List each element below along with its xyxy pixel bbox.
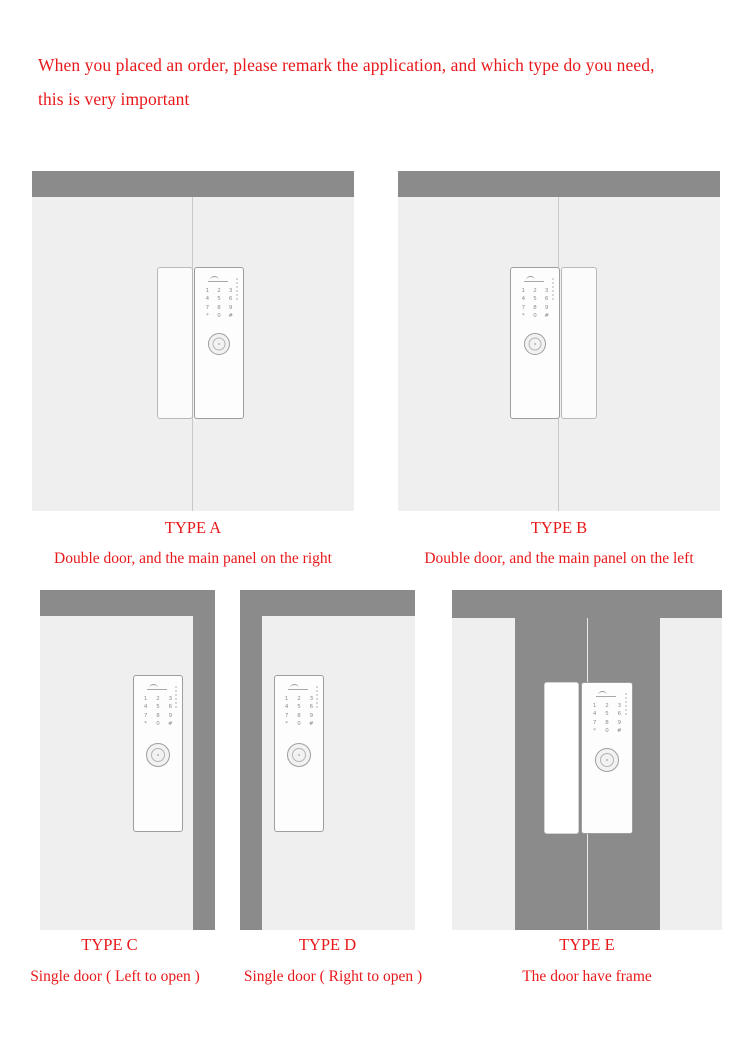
type-d-description: Single door ( Right to open ) (243, 968, 423, 985)
keypad-key[interactable]: 8 (605, 719, 609, 726)
keypad-key[interactable]: 9 (168, 712, 173, 719)
brand-logo-icon (208, 275, 230, 282)
fingerprint-inner-ring (213, 338, 226, 351)
keypad[interactable] (142, 696, 174, 727)
type-a-label: TYPE A (164, 518, 222, 537)
type-e-label: TYPE E (559, 935, 615, 954)
keypad-key[interactable]: 8 (297, 712, 301, 719)
keypad-key[interactable]: 7 (143, 712, 148, 719)
type-e-scene (452, 590, 722, 930)
keypad-key[interactable]: 5 (297, 704, 301, 711)
speaker-dots-icon (236, 278, 240, 300)
keypad-key[interactable]: 8 (156, 712, 160, 719)
door-lintel (398, 171, 720, 197)
speaker-dots-icon (175, 686, 179, 708)
keypad-key[interactable]: 3 (544, 288, 549, 294)
keypad-key[interactable]: * (144, 720, 148, 727)
keypad-key[interactable]: 3 (168, 696, 173, 702)
type-c-label: TYPE C (81, 935, 138, 954)
keypad-key[interactable]: 0 (605, 727, 609, 734)
keypad-key[interactable]: 1 (284, 696, 289, 702)
lock-device-type-d[interactable] (274, 675, 324, 832)
type-d-scene (240, 590, 415, 930)
fingerprint-inner-ring (292, 748, 306, 762)
type-b-illustration (398, 171, 720, 511)
fingerprint-inner-ring (600, 753, 614, 767)
type-a-illustration (32, 171, 354, 511)
keypad-key[interactable]: 2 (533, 288, 537, 294)
type-c-illustration (40, 590, 215, 930)
keypad-key[interactable]: 5 (217, 296, 221, 303)
keypad-key[interactable]: 6 (228, 296, 233, 303)
keypad-key[interactable]: 0 (533, 312, 537, 319)
brand-logo-icon (288, 683, 310, 690)
lock-main-panel[interactable] (274, 675, 324, 832)
keypad-key[interactable]: 6 (168, 704, 173, 711)
keypad-key[interactable]: 6 (544, 296, 549, 303)
keypad-key[interactable]: # (168, 720, 173, 727)
type-a-description: Double door, and the main panel on the right (54, 550, 332, 567)
keypad-key[interactable]: * (205, 312, 209, 319)
door-jamb-right (193, 590, 215, 930)
door-lintel (240, 590, 415, 616)
keypad-key[interactable]: 1 (592, 703, 597, 709)
keypad-key[interactable]: 4 (284, 704, 289, 711)
fingerprint-inner-ring (529, 338, 542, 351)
keypad-key[interactable]: * (285, 720, 289, 727)
keypad-key[interactable]: 7 (521, 304, 526, 311)
lock-side-panel[interactable] (561, 267, 597, 419)
keypad-key[interactable]: 7 (205, 304, 210, 311)
lock-side-panel[interactable] (157, 267, 193, 419)
type-c-description: Single door ( Left to open ) (30, 968, 200, 985)
keypad-key[interactable]: # (309, 720, 314, 727)
speaker-dots-icon (552, 278, 556, 300)
fingerprint-reader-icon[interactable] (524, 333, 546, 355)
type-b-label: TYPE B (530, 518, 588, 537)
fingerprint-inner-ring (151, 748, 165, 762)
keypad-key[interactable]: 6 (309, 704, 314, 711)
lock-device-type-c[interactable] (133, 675, 183, 832)
headline-line-2: this is very important (38, 89, 190, 109)
keypad-key[interactable]: 9 (617, 719, 622, 726)
speaker-dots-icon (625, 693, 629, 715)
keypad-key[interactable]: * (521, 312, 525, 319)
keypad-key[interactable]: 4 (592, 711, 597, 718)
fingerprint-reader-icon[interactable] (287, 743, 311, 767)
fingerprint-reader-icon[interactable] (146, 743, 170, 767)
brand-logo-icon (147, 683, 169, 690)
keypad-key[interactable]: 2 (156, 696, 160, 702)
keypad-key[interactable]: 0 (297, 720, 301, 727)
keypad-key[interactable]: 1 (521, 288, 526, 294)
lock-main-panel[interactable] (133, 675, 183, 832)
keypad-key[interactable]: 3 (309, 696, 314, 702)
speaker-dots-icon (316, 686, 320, 708)
type-d-illustration (240, 590, 415, 930)
keypad-key[interactable]: 4 (205, 296, 210, 303)
door-lintel (40, 590, 215, 616)
keypad[interactable] (520, 288, 550, 319)
keypad-key[interactable]: 1 (143, 696, 148, 702)
keypad-key[interactable]: 3 (617, 703, 622, 709)
brand-logo-icon (524, 275, 546, 282)
keypad-key[interactable]: # (228, 312, 233, 319)
lock-main-panel[interactable] (510, 267, 560, 419)
keypad-key[interactable]: 9 (228, 304, 233, 311)
keypad-key[interactable]: 7 (592, 719, 597, 726)
keypad-key[interactable]: 5 (533, 296, 537, 303)
keypad-key[interactable]: 6 (617, 711, 622, 718)
type-b-scene (398, 171, 720, 511)
lock-device-type-a[interactable] (157, 267, 244, 419)
brand-logo-icon (596, 690, 618, 697)
keypad[interactable] (204, 288, 234, 319)
keypad-key[interactable]: 1 (205, 288, 210, 294)
keypad-key[interactable]: 9 (544, 304, 549, 311)
keypad-key[interactable]: 2 (297, 696, 301, 702)
keypad-key[interactable]: 0 (156, 720, 160, 727)
keypad-key[interactable]: # (544, 312, 549, 319)
lock-device-type-b[interactable] (510, 267, 597, 419)
type-e-illustration (452, 590, 722, 930)
door-lintel (452, 590, 722, 618)
type-a-scene (32, 171, 354, 511)
keypad-key[interactable]: 2 (217, 288, 221, 294)
keypad-key[interactable]: 5 (605, 711, 609, 718)
keypad-key[interactable]: 4 (521, 296, 526, 303)
keypad-key[interactable]: 7 (284, 712, 289, 719)
type-c-scene (40, 590, 215, 930)
keypad-key[interactable]: 9 (309, 712, 314, 719)
keypad-key[interactable]: 5 (156, 704, 160, 711)
type-b-description: Double door, and the main panel on the left (424, 550, 694, 567)
lock-main-panel[interactable] (194, 267, 244, 419)
door-jamb-left (240, 590, 262, 930)
type-e-description: The door have frame (522, 968, 652, 985)
keypad-key[interactable]: * (593, 727, 597, 734)
keypad-key[interactable]: 0 (217, 312, 221, 319)
lock-main-panel[interactable] (581, 682, 633, 834)
headline-line-1: When you placed an order, please remark the application, and which type do you need, (38, 55, 655, 75)
type-d-label: TYPE D (298, 935, 357, 954)
keypad-key[interactable]: # (617, 727, 622, 734)
keypad-key[interactable]: 4 (143, 704, 148, 711)
keypad-key[interactable]: 3 (228, 288, 233, 294)
keypad-key[interactable]: 8 (217, 304, 221, 311)
lock-side-panel[interactable] (544, 682, 579, 834)
keypad-key[interactable]: 8 (533, 304, 537, 311)
door-lintel (32, 171, 354, 197)
fingerprint-reader-icon[interactable] (208, 333, 230, 355)
keypad[interactable] (591, 703, 623, 734)
keypad-key[interactable]: 2 (605, 703, 609, 709)
lock-device-type-e[interactable] (544, 682, 633, 834)
keypad[interactable] (283, 696, 315, 727)
fingerprint-reader-icon[interactable] (595, 748, 619, 772)
